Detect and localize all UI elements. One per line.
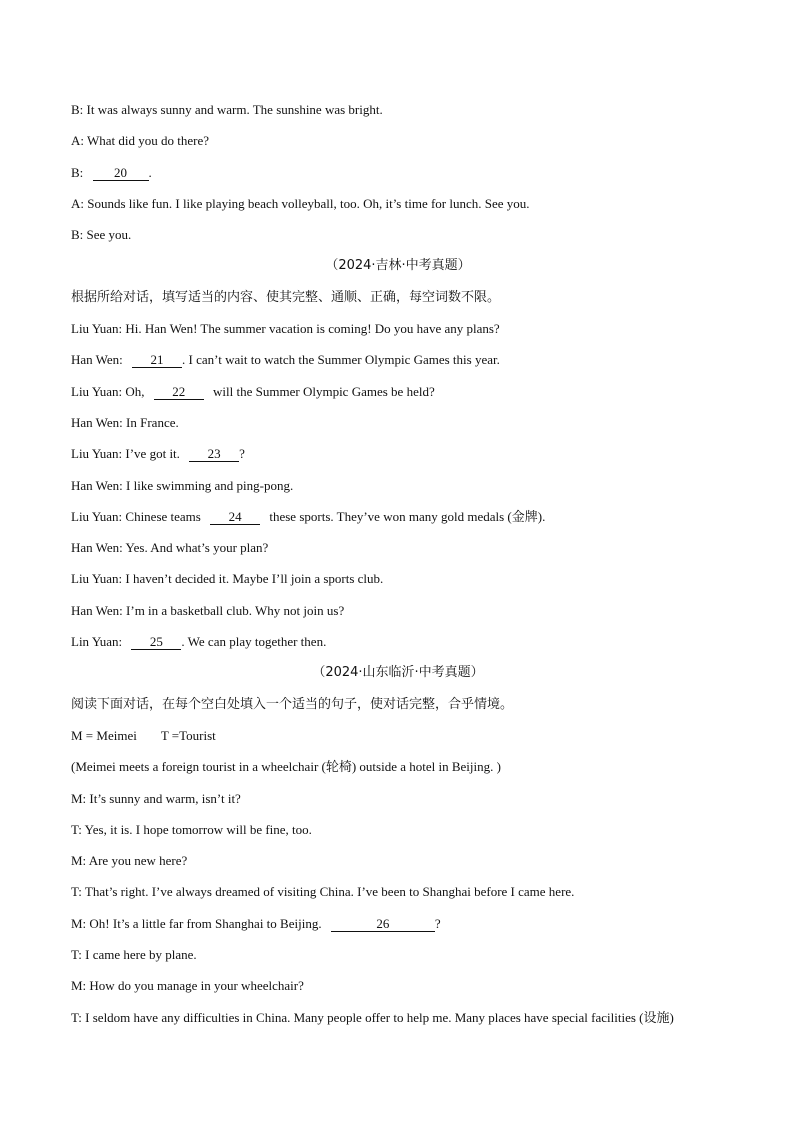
scene-description — [71, 758, 741, 789]
dialogue-line — [71, 539, 741, 570]
dialogue-line — [71, 602, 741, 633]
dialogue-line — [71, 195, 741, 226]
line-text: T: I seldom have any difficulties in China. Many people offer to help me. Many places have special facilities (设施) — [71, 1009, 674, 1025]
blank-21[interactable]: 21 — [132, 353, 182, 368]
line-suffix: ? — [434, 915, 441, 931]
line-text: Liu Yuan: Hi. Han Wen! The summer vacation is coming! Do you have any plans? — [71, 321, 500, 337]
dialogue-line — [71, 101, 741, 132]
line-text: Han Wen: In France. — [71, 414, 179, 430]
line-prefix: B: — [71, 164, 84, 180]
blank-20[interactable]: 20 — [93, 166, 149, 181]
dialogue-line — [71, 915, 741, 946]
line-suffix: . We can play together then. — [181, 634, 327, 650]
dialogue-line — [71, 508, 741, 539]
dialogue-line — [71, 977, 741, 1008]
line-suffix: will the Summer Olympic Games be held? — [213, 383, 435, 399]
line-text: Han Wen: I like swimming and ping-pong. — [71, 477, 294, 493]
line-prefix: Liu Yuan: I’ve got it. — [71, 446, 180, 462]
dialogue-line — [71, 633, 741, 664]
line-text: (Meimei meets a foreign tourist in a wheelchair (轮椅) outside a hotel in Beijing. ) — [71, 759, 501, 775]
line-text: T: Yes, it is. I hope tomorrow will be fine, too. — [71, 821, 312, 837]
line-prefix: Han Wen: — [71, 352, 123, 368]
line-text: A: Sounds like fun. I like playing beach volleyball, too. Oh, it’s time for lunch. See you. — [71, 195, 530, 211]
dialogue-line — [71, 790, 741, 821]
dialogue-line — [71, 320, 741, 351]
line-prefix: Liu Yuan: Oh, — [71, 383, 145, 399]
dialogue-line — [71, 164, 741, 195]
dialogue-line — [71, 132, 741, 163]
line-text: Han Wen: I’m in a basketball club. Why not join us? — [71, 602, 345, 618]
role-legend — [71, 727, 741, 758]
blank-26[interactable]: 26 — [331, 917, 435, 932]
blank-24[interactable]: 24 — [210, 510, 260, 525]
dialogue-line — [71, 821, 741, 852]
role-tourist: T =Tourist — [160, 727, 216, 743]
role-meimei: M = Meimei — [71, 727, 137, 743]
line-text: A: What did you do there? — [71, 133, 210, 149]
line-suffix: . — [148, 164, 152, 180]
blank-25[interactable]: 25 — [131, 635, 181, 650]
dialogue-line — [71, 351, 741, 382]
line-prefix: M: Oh! It’s a little far from Shanghai to Beijing. — [71, 915, 322, 931]
source-label: （2024·山东临沂·中考真题） — [312, 665, 484, 681]
dialogue-line — [71, 883, 741, 914]
line-text: M: How do you manage in your wheelchair? — [71, 978, 304, 994]
blank-22[interactable]: 22 — [154, 385, 204, 400]
line-text: M: It’s sunny and warm, isn’t it? — [71, 790, 241, 806]
line-prefix: Liu Yuan: Chinese teams — [71, 508, 201, 524]
line-text: B: It was always sunny and warm. The sunshine was bright. — [71, 102, 383, 117]
line-text: T: I came here by plane. — [71, 947, 197, 963]
dialogue-line — [71, 1009, 741, 1040]
line-text: M: Are you new here? — [71, 853, 188, 869]
document-content — [71, 101, 741, 1040]
dialogue-line — [71, 226, 741, 257]
line-prefix: Lin Yuan: — [71, 634, 123, 650]
line-text: Liu Yuan: I haven’t decided it. Maybe I’ll join a sports club. — [71, 571, 384, 587]
line-text: T: That’s right. I’ve always dreamed of visiting China. I’ve been to Shanghai before I came here. — [71, 884, 575, 900]
dialogue-line — [71, 946, 741, 977]
dialogue-line — [71, 570, 741, 601]
dialogue-line — [71, 477, 741, 508]
dialogue-line — [71, 383, 741, 414]
dialogue-line — [71, 414, 741, 445]
dialogue-line — [71, 852, 741, 883]
line-text: B: See you. — [71, 227, 132, 243]
blank-23[interactable]: 23 — [189, 447, 239, 462]
instruction-text: 根据所给对话，填写适当的内容、使其完整、通顺、正确，每空词数不限。 — [71, 289, 501, 305]
line-suffix: ? — [239, 446, 245, 462]
instruction-text: 阅读下面对话，在每个空白处填入一个适当的句子，使对话完整，合乎情境。 — [71, 696, 514, 712]
line-text: Han Wen: Yes. And what’s your plan? — [71, 540, 269, 556]
line-suffix: these sports. They’ve won many gold medals (金牌). — [269, 508, 546, 524]
dialogue-line — [71, 445, 741, 476]
line-suffix: . I can’t wait to watch the Summer Olympic Games this year. — [182, 352, 500, 368]
source-label: （2024·吉林·中考真题） — [325, 258, 471, 274]
